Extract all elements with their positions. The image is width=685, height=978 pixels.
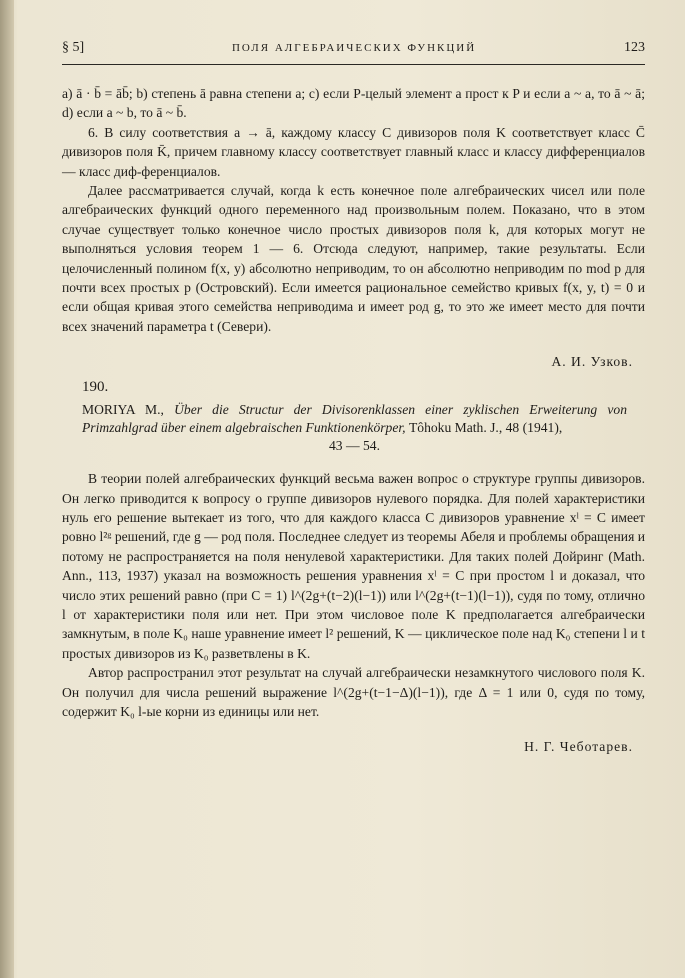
running-header [62, 40, 645, 62]
paragraph-properties: a) ā · b̄ = āb̄; b) степень ā равна степени a; c) если P-целый элемент a прост к P и если a ~ a, то ā ~ ā; d) если a ~ b, то ā ~ b̄. [62, 86, 645, 121]
review-signature-2: Н. Г. Чеботарев. [524, 739, 633, 755]
paragraph-divisor-group: В теории полей алгебраических функций весьма важен вопрос о структуре группы дивизоров. Он легко приводится к вопросу о группе дивизоров нулевого порядка. Для полей характеристики нуль его решение вытекает из того, что для каждого класса C дивизоров уравнение xˡ = C имеет ровно l²ᵍ решений, где g — род поля. Последнее следует из теоремы Абеля и проблемы обращения и потому не распространяется на поля ненулевой характеристики. Для таких полей Дойринг (Math. Ann., 113, 1937) указал на возможность решения уравнения xˡ = C при простом l и доказал, что число этих решений равно (при C = 1) l^(2g+(t−2)(l−1)) или l^(2g+(t−1)(l−1)), судя по тому, отлично l от характеристики поля или нет. При этом числовое поле K предполагается алгебраически замкнутым, в поле K₀ наше уравнение имеет l² решений, K — циклическое поле над K₀ степени l и t простых дивизоров из K₀ разветвлены в K. [62, 471, 646, 661]
citation-journal: Tôhoku Math. J., 48 (1941), [408, 420, 563, 436]
citation-pages: 43 — 54. [329, 438, 380, 454]
review-signature: А. И. Узков. [551, 354, 633, 370]
citation-title: Über die Structur der Divisorenklassen einer zyklischen Erweiterung von Primzahlgrad über einem algebraischen Funktionenkörper, [82, 402, 628, 436]
header-rule [62, 64, 645, 65]
page-binding-edge [0, 0, 14, 978]
entry-number: 190. [82, 378, 109, 395]
page-number: 123 [623, 40, 645, 55]
citation [82, 401, 627, 455]
page-content [62, 84, 645, 757]
running-title: ПОЛЯ АЛГЕБРАИЧЕСКИХ ФУНКЦИЙ [231, 42, 477, 54]
citation-author: MORIYA M., [82, 402, 164, 418]
paragraph-author-result: Автор распространил этот результат на случай алгебраически незамкнутого числового поля K. Он получил для числа решений выражение l^(2g+(t−1−Δ)(l−1)), где Δ = 1 или 0, судя по тому, содержит K₀ l-ые корни из единицы или нет. [62, 665, 645, 719]
section-marker: § 5] [62, 40, 85, 55]
paragraph-finite-fields: Далее рассматривается случай, когда k есть конечное поле алгебраических чисел или поле алгебраических функций одного переменного над произвольным полем. Показано, что в этом случае существует только конечное число простых дивизоров поля k, для которых могут не выполняться условия теорем 1 — 6. Отсюда следуют, например, такие результаты. Если целочисленный полином f(x, y) абсолютно неприводим, то он абсолютно неприводим по mod p для почти всех простых p (Островский). Если имеется рациональное семейство кривых f(x, y, t) = 0 и если общая кривая этого семейства неприводима и имеет род g, то это же имеет место для почти всех значений параметра t (Севери). [62, 183, 645, 334]
paragraph-correspondence: 6. В силу соответствия a → ā, каждому классу C дивизоров поля K соответствует класс C̄ дивизоров поля K̄, причем главному классу соответствует главный класс и классу дифференциалов — класс диф-ференциалов. [62, 124, 645, 179]
